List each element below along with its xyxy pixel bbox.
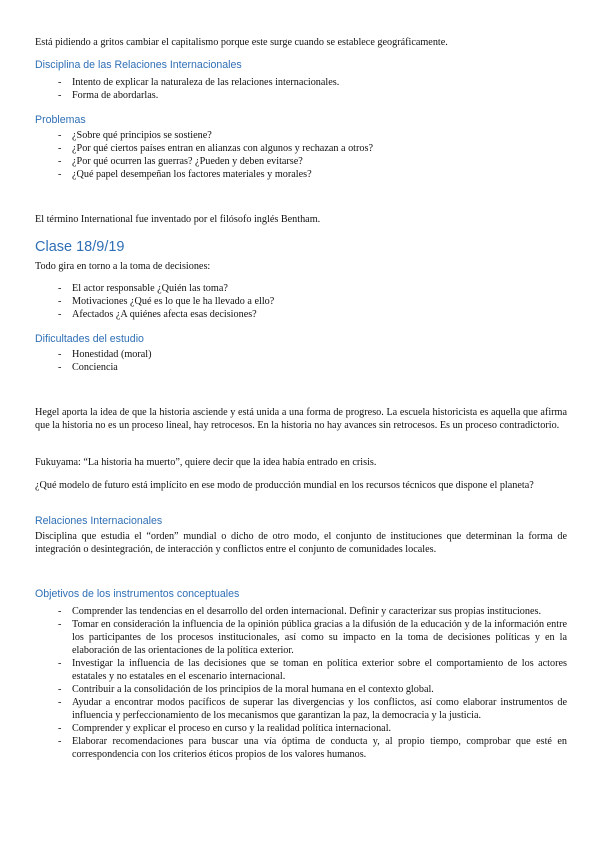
list-item: - Comprender y explicar el proceso en curso y la realidad política internacional. [58,723,392,734]
list-item: - ¿Qué papel desempeñan los factores materiales y morales? [58,169,312,180]
dash-bullet: - [58,130,62,141]
dash-bullet: - [58,362,62,373]
list-item: - ¿Por qué ciertos países entran en alianzas con algunos y rechazan a otros? [58,143,373,154]
dash-bullet: - [58,309,62,320]
heading-clase: Clase 18/9/19 [35,239,125,255]
list-item: - Investigar la influencia de las decisiones que se toman en política exterior sobre el comportamiento de los actores estatales y no estatales en el escenario internacional. [58,658,567,682]
problemas-list [35,129,567,181]
dash-bullet: - [58,296,62,307]
dash-bullet: - [58,143,62,154]
dash-bullet: - [58,723,62,734]
list-item: - Conciencia [58,362,118,373]
list-item: - Afectados ¿A quiénes afecta esas decisiones? [58,309,257,320]
list-item: - Intento de explicar la naturaleza de las relaciones internacionales. [58,77,340,88]
dash-bullet: - [58,90,62,101]
dash-bullet: - [58,77,62,88]
list-item: - ¿Por qué ocurren las guerras? ¿Pueden y deben evitarse? [58,156,303,167]
clase-list [35,282,567,321]
dash-bullet: - [58,619,62,630]
list-item: - Tomar en consideración la influencia de la opinión pública gracias a la difusión de la educación y de la información entre los participantes de los procesos institucionales, así como su impacto en la toma de decisiones políticas y en la elaboración de las orientaciones de la política exterior. [58,619,567,656]
dash-bullet: - [58,736,62,747]
objetivos-list [35,605,567,761]
heading-dificultades: Dificultades del estudio [35,333,144,345]
dash-bullet: - [58,169,62,180]
heading-relaciones-internacionales: Relaciones Internacionales [35,515,163,527]
list-item: - El actor responsable ¿Quién las toma? [58,283,228,294]
hegel-paragraph: Hegel aporta la idea de que la historia asciende y está unida a una forma de progreso. La escuela historicista es aquella que afirma que la historia no es un proceso lineal, hay retrocesos. En la historia no hay avances sin retrocesos. Es un proceso contradictorio. [35,407,567,431]
list-item: - Forma de abordarlas. [58,90,159,101]
heading-problemas: Problemas [35,114,86,126]
ri-paragraph: Disciplina que estudia el “orden” mundial o dicho de otro modo, el conjunto de instituciones que determinan la forma de integración o desintegración, de interacción y conflictos entre el conjunto de comunidades locales. [35,531,567,555]
clase-intro: Todo gira en torno a la toma de decisiones: [35,261,211,272]
list-item: - Honestidad (moral) [58,349,152,360]
dash-bullet: - [58,349,62,360]
modelo-question: ¿Qué modelo de futuro está implícito en ese modo de producción mundial en los recursos técnicos que dispone el planeta? [35,480,534,491]
list-item: - Elaborar recomendaciones para buscar una vía óptima de conducta y, al propio tiempo, comprobar que esté en correspondencia con los criterios éticos propios de los valores humanos. [58,736,567,760]
dash-bullet: - [58,697,62,708]
list-item: - ¿Sobre qué principios se sostiene? [58,130,212,141]
list-item: - Motivaciones ¿Qué es lo que le ha llevado a ello? [58,296,275,307]
list-item: - Comprender las tendencias en el desarrollo del orden internacional. Definir y caracterizar sus propias instituciones. [58,606,542,617]
intro-line: Está pidiendo a gritos cambiar el capitalismo porque este surge cuando se establece geográficamente. [35,37,448,48]
bentham-line: El término International fue inventado por el filósofo inglés Bentham. [35,214,321,225]
dash-bullet: - [58,156,62,167]
disciplina-list [35,76,567,102]
list-item: - Ayudar a encontrar modos pacíficos de superar las divergencias y los conflictos, así como elaborar instrumentos de influencia y perfeccionamiento de los mecanismos que garantizan la paz, la democracia y la justicia. [58,697,567,721]
heading-disciplina: Disciplina de las Relaciones Internacionales [35,59,242,71]
dash-bullet: - [58,684,62,695]
dash-bullet: - [58,658,62,669]
dash-bullet: - [58,283,62,294]
heading-objetivos: Objetivos de los instrumentos conceptuales [35,588,240,600]
dash-bullet: - [58,606,62,617]
fukuyama-line: Fukuyama: “La historia ha muerto”, quiere decir que la idea había entrado en crisis. [35,457,377,468]
dificultades-list [35,348,567,374]
list-item: - Contribuir a la consolidación de los principios de la moral humana en el contexto global. [58,684,434,695]
